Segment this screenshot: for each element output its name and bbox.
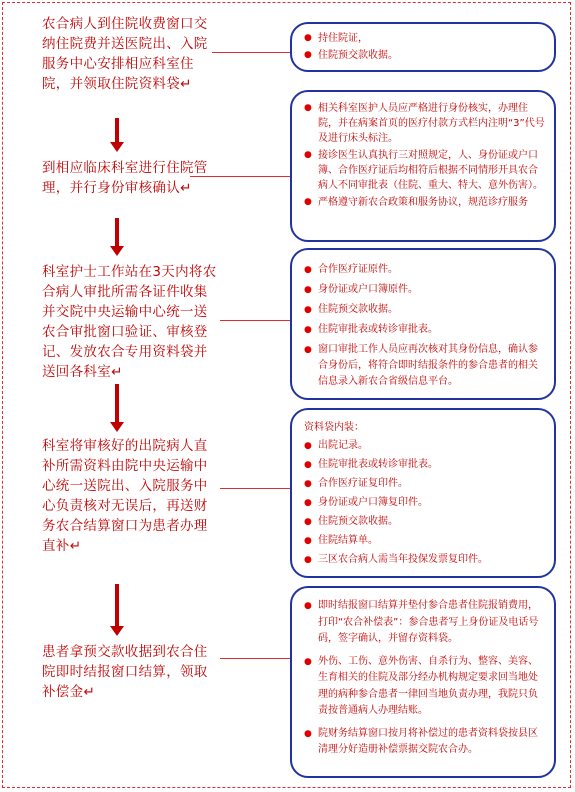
list-item: ● 院财务结算窗口按月将补偿过的患者资料袋按县区清理分好造册补偿票据交院农合办。: [304, 726, 546, 759]
list-item: ● 住院结算单。: [304, 533, 546, 549]
list-item: ● 三区农合病人需当年投保发票复印件。: [304, 552, 546, 568]
list-item: ● 住院审批表或转诊审批表。: [304, 457, 546, 473]
step-2-text: 到相应临床科室进行住院管理，并行身份审核确认↵: [42, 160, 208, 196]
list-item: ● 住院审批表或转诊审批表。: [304, 322, 546, 338]
info-box-4: [290, 408, 556, 578]
connector-line-5: [220, 658, 290, 659]
step-4-text: 科室将审核好的出院病人直补所需资料由院中央运输中心统一送院出、入院服务中心负责核对无误后，再送财务农合结算窗口为患者办理直补↵: [42, 438, 208, 554]
connector-line-4: [220, 488, 290, 489]
info-box-2: [290, 90, 556, 242]
list-item: ● 合作医疗证原件。: [304, 262, 546, 278]
box-header: 资料袋内装：: [304, 422, 364, 433]
connector-line-2: [190, 176, 290, 177]
flow-arrow-3: [112, 384, 122, 432]
step-5-text: 患者拿预交款收据到农合住院即时结报窗口结算，领取补偿金↵: [42, 644, 208, 700]
list-item: ● 持住院证，: [304, 31, 546, 46]
list-item: ● 接诊医生认真执行三对照规定，人、身份证或户口簿、合作医疗证后均相符后根据不同情形开具农合病人不同审批表（住院、重大、特大、意外伤害）。: [304, 148, 546, 193]
info-box-5: [290, 586, 556, 778]
info-box-3: [290, 248, 556, 400]
list-item: ● 窗口审批工作人员应再次核对其身份信息，确认参合身份后，将符合即时结报条件的参合患者的相关信息录入新农合省级信息平台。: [304, 342, 546, 390]
list-item: ● 外伤、工伤、意外伤害、自杀行为、整容、美容、生育相关的住院及部分经办机构规定要求回当地处理的病种参合患者一律回当地负责办理，我院只负责按普通病人办理结账。: [304, 654, 546, 720]
list-item: ● 严格遵守新农合政策和服务协议，规范诊疗服务: [304, 195, 546, 210]
flow-arrow-4: [112, 584, 122, 636]
list-item: ● 住院预交款收据。: [304, 514, 546, 530]
step-1-text: 农合病人到住院收费窗口交纳住院费并送医院出、入院服务中心安排相应科室住院，并领取住院资料袋↵: [42, 16, 208, 92]
flow-arrow-1: [112, 118, 122, 152]
flow-arrow-2: [112, 218, 122, 256]
list-item: ● 住院预交款收据。: [304, 302, 546, 318]
list-item: ● 合作医疗证复印件。: [304, 476, 546, 492]
list-item: ● 身份证或户口簿原件。: [304, 282, 546, 298]
list-item: ● 即时结报窗口结算并垫付参合患者住院报销费用，打印“农合补偿表”：参合患者写上身份证及电话号码，签字确认，并留存资料袋。: [304, 598, 546, 648]
step-3-text: 科室护士工作站在3天内将农合病人审批所需各证件收集并交院中央运输中心统一送农合审批窗口验证、审核登记、发放农合专用资料袋并送回各科室↵: [42, 264, 217, 380]
list-item: ● 住院预交款收据。: [304, 48, 546, 63]
list-item: ● 身份证或户口簿复印件。: [304, 495, 546, 511]
connector-line-1: [212, 52, 290, 53]
info-box-1: [290, 22, 556, 72]
list-item: ● 出院记录。: [304, 438, 546, 454]
list-item: ● 相关科室医护人员应严格进行身份核实，办理住院，并在病案首页的医疗付款方式栏内注明“3”代号及进行床头标注。: [304, 101, 546, 146]
connector-line-3: [220, 320, 290, 321]
